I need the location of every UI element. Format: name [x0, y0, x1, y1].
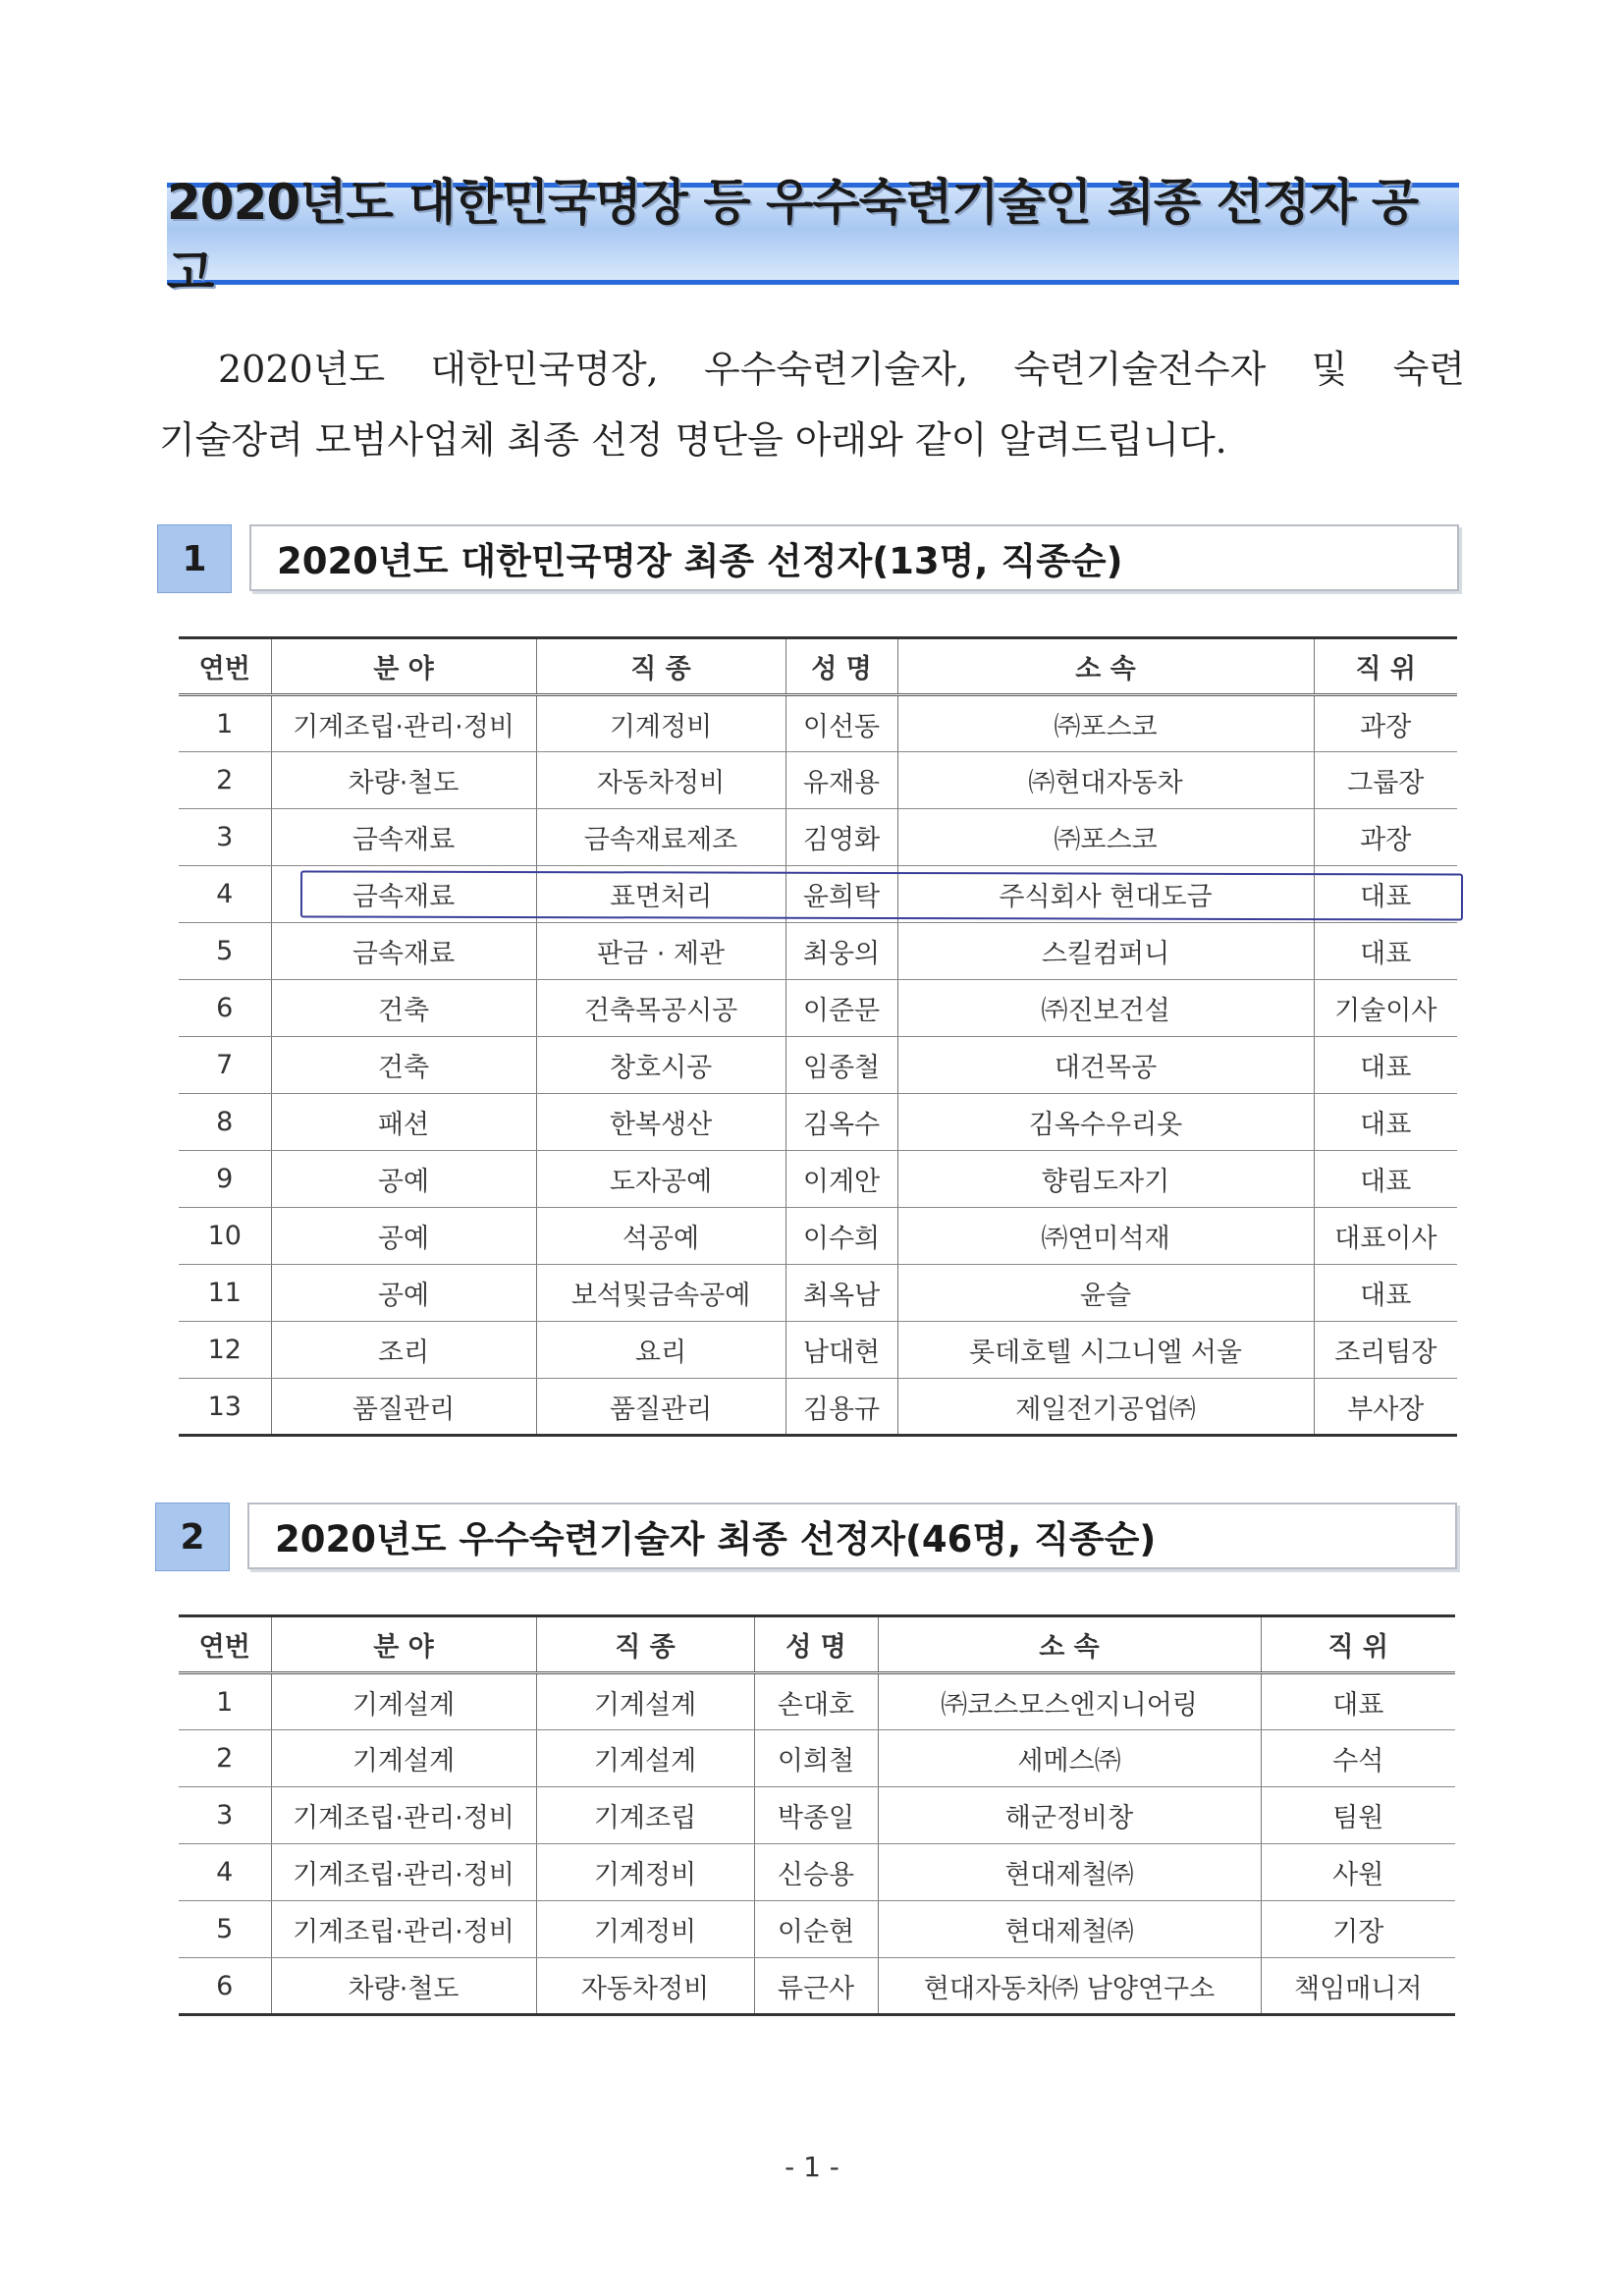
- section-1-number: 1: [157, 524, 232, 593]
- cell-name: 최옥남: [785, 1265, 897, 1322]
- cell-affiliation: ㈜현대자동차: [897, 752, 1314, 809]
- cell-job: 자동차정비: [536, 1958, 754, 2015]
- cell-affiliation: ㈜진보건설: [897, 980, 1314, 1037]
- cell-position: 그룹장: [1314, 752, 1457, 809]
- cell-affiliation: 향림도자기: [897, 1151, 1314, 1208]
- section-2-heading: 2020년도 우수숙련기술자 최종 선정자(46명, 직종순): [247, 1503, 1457, 1569]
- cell-position: 대표: [1314, 1037, 1457, 1094]
- cell-field: 기계조립·관리·정비: [271, 1787, 536, 1844]
- cell-job: 건축목공시공: [536, 980, 785, 1037]
- cell-job: 창호시공: [536, 1037, 785, 1094]
- page-title: 2020년도 대한민국명장 등 우수숙련기술인 최종 선정자 공고: [167, 174, 1419, 301]
- cell-no: 12: [179, 1322, 271, 1379]
- cell-affiliation: 롯데호텔 시그니엘 서울: [897, 1322, 1314, 1379]
- col-header-affiliation: 소 속: [878, 1616, 1261, 1673]
- cell-job: 보석및금속공예: [536, 1265, 785, 1322]
- cell-affiliation: ㈜코스모스엔지니어링: [878, 1673, 1261, 1730]
- title-banner: [167, 174, 1459, 301]
- cell-job: 요리: [536, 1322, 785, 1379]
- cell-field: 조리: [271, 1322, 536, 1379]
- table-row: [179, 1787, 1455, 1844]
- cell-no: 8: [179, 1094, 271, 1151]
- col-header-field: 분 야: [271, 1616, 536, 1673]
- cell-job: 기계정비: [536, 1901, 754, 1958]
- cell-field: 기계조립·관리·정비: [271, 695, 536, 752]
- cell-name: 이계안: [785, 1151, 897, 1208]
- table-row: [179, 1151, 1457, 1208]
- cell-position: 기장: [1261, 1901, 1455, 1958]
- cell-field: 공예: [271, 1208, 536, 1265]
- col-header-name: 성 명: [785, 638, 897, 695]
- table-row: [179, 1379, 1457, 1436]
- cell-position: 팀원: [1261, 1787, 1455, 1844]
- cell-affiliation: 윤슬: [897, 1265, 1314, 1322]
- cell-no: 3: [179, 809, 271, 866]
- cell-field: 패션: [271, 1094, 536, 1151]
- intro-line-2: 기술장려 모범사업체 최종 선정 명단을 아래와 같이 알려드립니다.: [159, 418, 1227, 462]
- cell-job: 기계설계: [536, 1673, 754, 1730]
- cell-field: 기계조립·관리·정비: [271, 1901, 536, 1958]
- cell-name: 윤희탁: [785, 866, 897, 923]
- cell-job: 도자공예: [536, 1151, 785, 1208]
- col-header-affiliation: 소 속: [897, 638, 1314, 695]
- intro-paragraph: [159, 334, 1465, 475]
- table-row: [179, 1265, 1457, 1322]
- section-2-number: 2: [155, 1503, 230, 1571]
- table-row: [179, 923, 1457, 980]
- section-1-heading: 2020년도 대한민국명장 최종 선정자(13명, 직종순): [249, 524, 1459, 591]
- cell-position: 조리팀장: [1314, 1322, 1457, 1379]
- cell-no: 6: [179, 1958, 271, 2015]
- cell-name: 이선동: [785, 695, 897, 752]
- cell-affiliation: 대건목공: [897, 1037, 1314, 1094]
- cell-job: 금속재료제조: [536, 809, 785, 866]
- cell-affiliation: ㈜포스코: [897, 809, 1314, 866]
- cell-name: 이수희: [785, 1208, 897, 1265]
- table-row: [179, 1037, 1457, 1094]
- col-header-no: 연번: [179, 1616, 271, 1673]
- cell-affiliation: ㈜포스코: [897, 695, 1314, 752]
- cell-name: 최웅의: [785, 923, 897, 980]
- cell-no: 6: [179, 980, 271, 1037]
- cell-no: 13: [179, 1379, 271, 1436]
- cell-name: 남대현: [785, 1322, 897, 1379]
- cell-position: 사원: [1261, 1844, 1455, 1901]
- section-1-table: [179, 636, 1457, 1437]
- table-row: [179, 1730, 1455, 1787]
- cell-field: 건축: [271, 1037, 536, 1094]
- cell-name: 이희철: [754, 1730, 878, 1787]
- cell-affiliation: 현대제철㈜: [878, 1901, 1261, 1958]
- table-row: [179, 1322, 1457, 1379]
- cell-affiliation: 제일전기공업㈜: [897, 1379, 1314, 1436]
- table-row: [179, 1844, 1455, 1901]
- cell-no: 1: [179, 1673, 271, 1730]
- cell-name: 유재용: [785, 752, 897, 809]
- intro-line-1: 2020년도 대한민국명장, 우수숙련기술자, 숙련기술전수자 및 숙련: [218, 348, 1465, 391]
- cell-field: 기계설계: [271, 1673, 536, 1730]
- cell-name: 박종일: [754, 1787, 878, 1844]
- cell-field: 차량·철도: [271, 1958, 536, 2015]
- cell-job: 기계설계: [536, 1730, 754, 1787]
- cell-no: 4: [179, 1844, 271, 1901]
- cell-position: 과장: [1314, 809, 1457, 866]
- col-header-job: 직 종: [536, 638, 785, 695]
- cell-field: 기계조립·관리·정비: [271, 1844, 536, 1901]
- cell-name: 이순현: [754, 1901, 878, 1958]
- page-number: - 1 -: [785, 2151, 839, 2183]
- table-row: [179, 1094, 1457, 1151]
- cell-affiliation: 현대자동차㈜ 남양연구소: [878, 1958, 1261, 2015]
- table-row: [179, 1958, 1455, 2015]
- cell-no: 11: [179, 1265, 271, 1322]
- cell-position: 과장: [1314, 695, 1457, 752]
- cell-name: 신승용: [754, 1844, 878, 1901]
- cell-job: 한복생산: [536, 1094, 785, 1151]
- cell-position: 수석: [1261, 1730, 1455, 1787]
- cell-position: 부사장: [1314, 1379, 1457, 1436]
- cell-no: 10: [179, 1208, 271, 1265]
- col-header-name: 성 명: [754, 1616, 878, 1673]
- table-row: [179, 752, 1457, 809]
- cell-field: 공예: [271, 1265, 536, 1322]
- cell-job: 표면처리: [536, 866, 785, 923]
- cell-no: 5: [179, 1901, 271, 1958]
- table-header-row: [179, 638, 1457, 695]
- cell-name: 이준문: [785, 980, 897, 1037]
- cell-affiliation: ㈜연미석재: [897, 1208, 1314, 1265]
- cell-affiliation: 현대제철㈜: [878, 1844, 1261, 1901]
- cell-job: 기계정비: [536, 695, 785, 752]
- cell-position: 대표: [1314, 1094, 1457, 1151]
- cell-job: 자동차정비: [536, 752, 785, 809]
- col-header-field: 분 야: [271, 638, 536, 695]
- cell-name: 손대호: [754, 1673, 878, 1730]
- cell-affiliation: 주식회사 현대도금: [897, 866, 1314, 923]
- table-row: [179, 1208, 1457, 1265]
- cell-affiliation: 스킬컴퍼니: [897, 923, 1314, 980]
- cell-no: 9: [179, 1151, 271, 1208]
- cell-field: 금속재료: [271, 809, 536, 866]
- cell-position: 대표: [1314, 923, 1457, 980]
- cell-position: 책임매니저: [1261, 1958, 1455, 2015]
- col-header-no: 연번: [179, 638, 271, 695]
- table-row: [179, 695, 1457, 752]
- cell-field: 품질관리: [271, 1379, 536, 1436]
- cell-job: 품질관리: [536, 1379, 785, 1436]
- cell-no: 1: [179, 695, 271, 752]
- cell-no: 4: [179, 866, 271, 923]
- table-header-row: [179, 1616, 1455, 1673]
- cell-job: 석공예: [536, 1208, 785, 1265]
- cell-no: 2: [179, 752, 271, 809]
- table-row: [179, 809, 1457, 866]
- cell-field: 금속재료: [271, 866, 536, 923]
- cell-field: 공예: [271, 1151, 536, 1208]
- cell-position: 기술이사: [1314, 980, 1457, 1037]
- cell-job: 판금 · 제관: [536, 923, 785, 980]
- cell-position: 대표: [1314, 1265, 1457, 1322]
- cell-position: 대표: [1314, 1151, 1457, 1208]
- cell-affiliation: 해군정비창: [878, 1787, 1261, 1844]
- col-header-position: 직 위: [1314, 638, 1457, 695]
- cell-position: 대표: [1314, 866, 1457, 923]
- cell-position: 대표: [1261, 1673, 1455, 1730]
- cell-field: 차량·철도: [271, 752, 536, 809]
- cell-no: 2: [179, 1730, 271, 1787]
- cell-no: 5: [179, 923, 271, 980]
- table-row: [179, 1673, 1455, 1730]
- cell-no: 3: [179, 1787, 271, 1844]
- cell-name: 임종철: [785, 1037, 897, 1094]
- cell-affiliation: 세메스㈜: [878, 1730, 1261, 1787]
- col-header-job: 직 종: [536, 1616, 754, 1673]
- cell-name: 류근사: [754, 1958, 878, 2015]
- cell-name: 김영화: [785, 809, 897, 866]
- cell-field: 기계설계: [271, 1730, 536, 1787]
- cell-name: 김옥수: [785, 1094, 897, 1151]
- cell-affiliation: 김옥수우리옷: [897, 1094, 1314, 1151]
- cell-field: 건축: [271, 980, 536, 1037]
- cell-position: 대표이사: [1314, 1208, 1457, 1265]
- cell-no: 7: [179, 1037, 271, 1094]
- cell-field: 금속재료: [271, 923, 536, 980]
- table-row: [179, 1901, 1455, 1958]
- section-2-table: [179, 1614, 1455, 2016]
- highlight-box: [300, 870, 1463, 920]
- table-row: [179, 980, 1457, 1037]
- cell-job: 기계조립: [536, 1787, 754, 1844]
- col-header-position: 직 위: [1261, 1616, 1455, 1673]
- cell-name: 김용규: [785, 1379, 897, 1436]
- cell-job: 기계정비: [536, 1844, 754, 1901]
